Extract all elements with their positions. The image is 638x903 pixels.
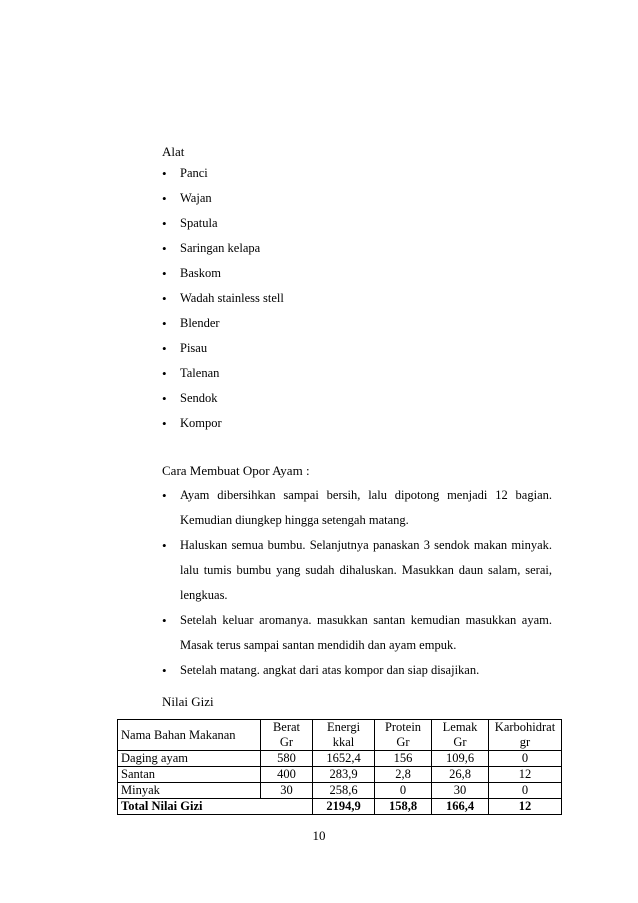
list-item: • Spatula (162, 211, 552, 236)
bullet-icon: • (162, 366, 167, 381)
list-item: • Ayam dibersihkan sampai bersih, lalu dipotong menjadi 12 bagian. Kemudian diungkep hingga setengah matang. (162, 483, 552, 533)
alat-list (162, 161, 552, 436)
bullet-icon: • (162, 488, 167, 503)
bullet-icon: • (162, 241, 167, 256)
nutrition-table (117, 719, 562, 815)
gizi-heading: Nilai Gizi (162, 694, 214, 709)
list-item: • Haluskan semua bumbu. Selanjutnya panaskan 3 sendok makan minyak. lalu tumis bumbu yang sudah dihaluskan. Masukkan daun salam, serai, lengkuas. (162, 533, 552, 608)
bullet-icon: • (162, 166, 167, 181)
cara-steps (162, 483, 552, 683)
col-header-name: Nama Bahan Makanan (118, 720, 261, 751)
table-header-row (118, 720, 562, 751)
bullet-icon: • (162, 316, 167, 331)
bullet-icon: • (162, 291, 167, 306)
cara-heading: Cara Membuat Opor Ayam : (162, 463, 310, 478)
alat-heading: Alat (162, 144, 185, 159)
list-item: • Setelah matang. angkat dari atas kompor dan siap disajikan. (162, 658, 552, 683)
bullet-icon: • (162, 341, 167, 356)
list-item: • Kompor (162, 411, 552, 436)
list-item: • Sendok (162, 386, 552, 411)
list-item: • Baskom (162, 261, 552, 286)
col-header-lemak: Lemak Gr (432, 720, 489, 751)
list-item: • Panci (162, 161, 552, 186)
bullet-icon: • (162, 191, 167, 206)
bullet-icon: • (162, 538, 167, 553)
list-item: • Blender (162, 311, 552, 336)
table-total-row: Total Nilai Gizi 2194,9 158,8 166,4 12 (118, 799, 562, 815)
list-item: • Wajan (162, 186, 552, 211)
list-item: • Pisau (162, 336, 552, 361)
bullet-icon: • (162, 391, 167, 406)
list-item: • Saringan kelapa (162, 236, 552, 261)
bullet-icon: • (162, 216, 167, 231)
col-header-protein: Protein Gr (375, 720, 432, 751)
col-header-energi: Energi kkal (313, 720, 375, 751)
page-number: 10 (312, 828, 326, 843)
bullet-icon: • (162, 613, 167, 628)
col-header-berat: Berat Gr (261, 720, 313, 751)
table-row: Minyak 30 258,6 0 30 0 (118, 783, 562, 799)
bullet-icon: • (162, 663, 167, 678)
col-header-karbo: Karbohidrat gr (489, 720, 562, 751)
list-item: • Talenan (162, 361, 552, 386)
bullet-icon: • (162, 416, 167, 431)
bullet-icon: • (162, 266, 167, 281)
table-row: Santan 400 283,9 2,8 26,8 12 (118, 767, 562, 783)
table-row: Daging ayam 580 1652,4 156 109,6 0 (118, 751, 562, 767)
list-item: • Wadah stainless stell (162, 286, 552, 311)
list-item: • Setelah keluar aromanya. masukkan santan kemudian masukkan ayam. Masak terus sampai santan mendidih dan ayam empuk. (162, 608, 552, 658)
